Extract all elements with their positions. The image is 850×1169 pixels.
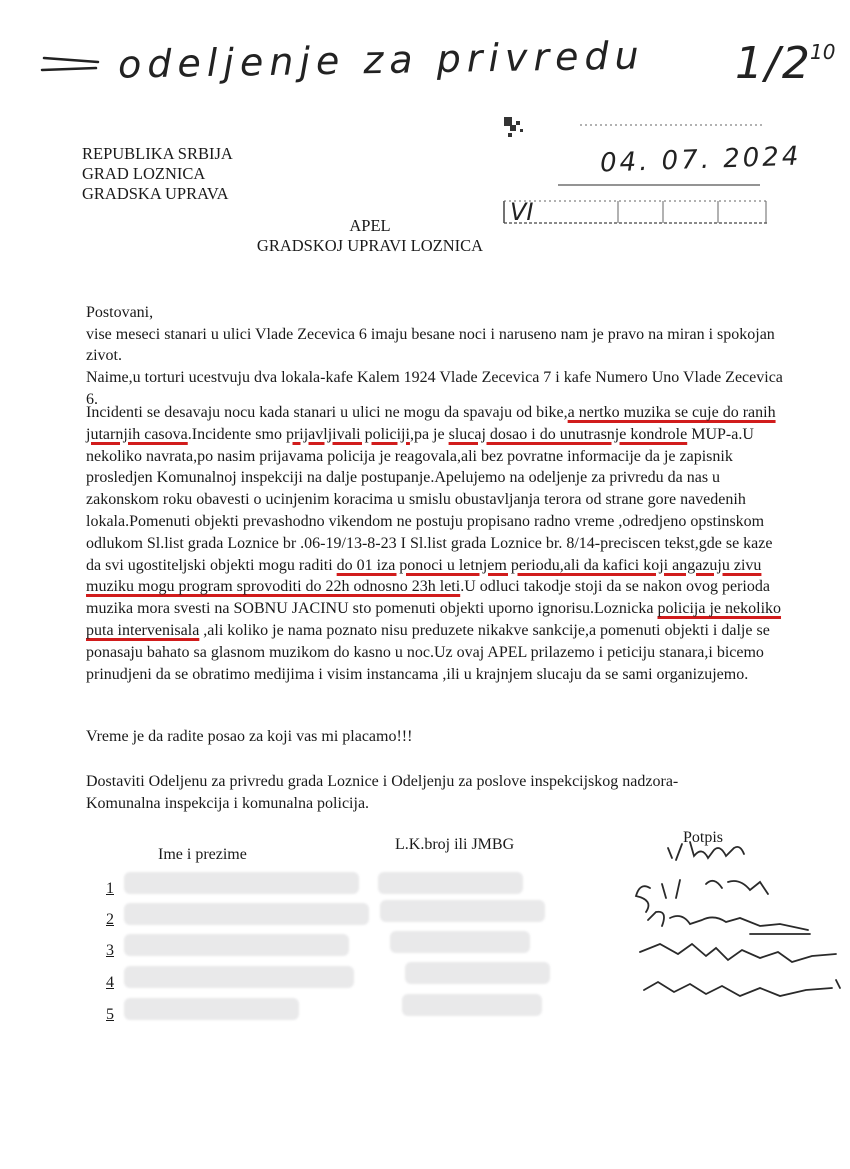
text-segment: .Incidente smo: [187, 425, 286, 443]
column-header-signature: Potpis: [683, 829, 724, 846]
title-apel: APEL: [349, 216, 391, 235]
stamp-handwritten-code: VI: [510, 198, 534, 226]
redacted-id: [390, 931, 530, 953]
redacted-name: [124, 903, 369, 925]
redacted-id: [378, 872, 523, 894]
greeting-line: Postovani,: [86, 304, 154, 321]
title-recipient: GRADSKOJ UPRAVI LOZNICA: [256, 236, 484, 255]
handwritten-signatures: [610, 840, 850, 1020]
handwritten-dash-mark: [40, 52, 102, 76]
text-segment: ,pa je: [409, 425, 449, 443]
header-country: REPUBLIKA SRBIJA: [82, 144, 233, 163]
letter-opening: [86, 302, 788, 411]
redacted-id: [402, 994, 542, 1016]
redacted-id: [405, 962, 550, 984]
row-number: 1: [106, 880, 114, 897]
column-header-id: L.K.broj ili JMBG: [395, 836, 515, 853]
text-segment: MUP-a.U nekoliko navrata,po nasim prijavama policija je reagovala,ali bez povratne informacije da je zapisnik prosledjen Komunalnoj inspekciji na dalje postupanje.Apelujemo na odeljenje za privredu da nas u zakonskom roku obavesti o ucinjenim koracima u smislu obustavljanja terora od strane gore navedenih lokala.Pomenuti objekti prevashodno vikendom ne postuju propisano radno vreme ,odredjeno opstinskom odlukom Sl.list grada Loznice br .06-19/13-8-23 I Sl.list grada Loznice br. 8/14-preciscen tekst,gde se kaze da svi ugostiteljski objekti mogu raditi: [86, 425, 773, 574]
handwritten-department-note: odeljenje za privredu: [117, 33, 646, 87]
text-segment: .U odluci takodje stoji da se nakon ovog perioda muzika mora svesti na SOBNU JACINU sto pomenuti objekti uporno ignorisu.Loznicka: [86, 578, 770, 618]
highlighted-phrase: do 01 iza ponoci u letnjem periodu,ali da kafici koji angazuju zivu muziku mogu program sprovoditi do 22h odnosno 23h leti: [86, 556, 762, 596]
header-administration: GRADSKA UPRAVA: [82, 184, 229, 203]
highlighted-phrase: a nertko muzika se cuje do ranih jutarnjih casova: [86, 404, 776, 443]
row-number: 5: [106, 1006, 114, 1023]
delivery-note: Dostaviti Odeljenu za privredu grada Loznice i Odeljenju za poslove inspekcijskog nadzora-Komunalna inspekcija i komunalna policija.: [86, 773, 679, 812]
column-header-name: Ime i prezime: [158, 846, 247, 863]
handwritten-page-marker: 1/2: [735, 38, 812, 89]
highlighted-phrase: prijavljivali policiji: [285, 425, 410, 443]
row-number: 4: [106, 974, 114, 991]
row-number: 2: [106, 911, 114, 928]
incidents-paragraph: [86, 402, 786, 685]
redacted-name: [124, 872, 359, 894]
establishments-paragraph: Naime,u torturi ucestvuju dva lokala-kafe Kalem 1924 Vlade Zecevica 7 i kafe Numero Uno Vlade Zecevica 6.: [86, 369, 783, 408]
redacted-id: [380, 900, 545, 922]
handwritten-page-superscript: 10: [810, 40, 836, 64]
demand-line: Vreme je da radite posao za koji vas mi placamo!!!: [86, 728, 413, 745]
highlighted-phrase: policija je nekoliko puta intervenisala: [86, 600, 782, 639]
row-number: 3: [106, 942, 114, 959]
header-city: GRAD LOZNICA: [82, 164, 206, 183]
highlighted-phrase: slucaj dosao i do unutrasnje kondrole: [448, 425, 688, 443]
letter-title: [0, 216, 740, 256]
redacted-name: [124, 934, 349, 956]
stamp-handwritten-date: 04. 07. 2024: [599, 141, 802, 179]
redacted-name: [124, 998, 299, 1020]
text-segment: ,ali koliko je nama poznato nisu preduzete nikakve sankcije,a pomenuti objekti i dalje se ponasaju bahato sa glasnom muzikom do kasno u noc.Uz ovaj APEL prilazemo i peticiju stanara,i bicemo prinudjeni da se obratimo medijima i visim instancama ,ili u krajnjem slucaju da se sami organizujemo.: [86, 621, 770, 683]
letter-header: [82, 144, 233, 204]
redacted-name: [124, 966, 354, 988]
opening-paragraph: vise meseci stanari u ulici Vlade Zecevica 6 imaju besane noci i naruseno nam je pravo na miran i spokojan zivot.: [86, 325, 775, 365]
text-segment: Incidenti se desavaju nocu kada stanari u ulici ne mogu da spavaju od bike,: [86, 404, 568, 421]
